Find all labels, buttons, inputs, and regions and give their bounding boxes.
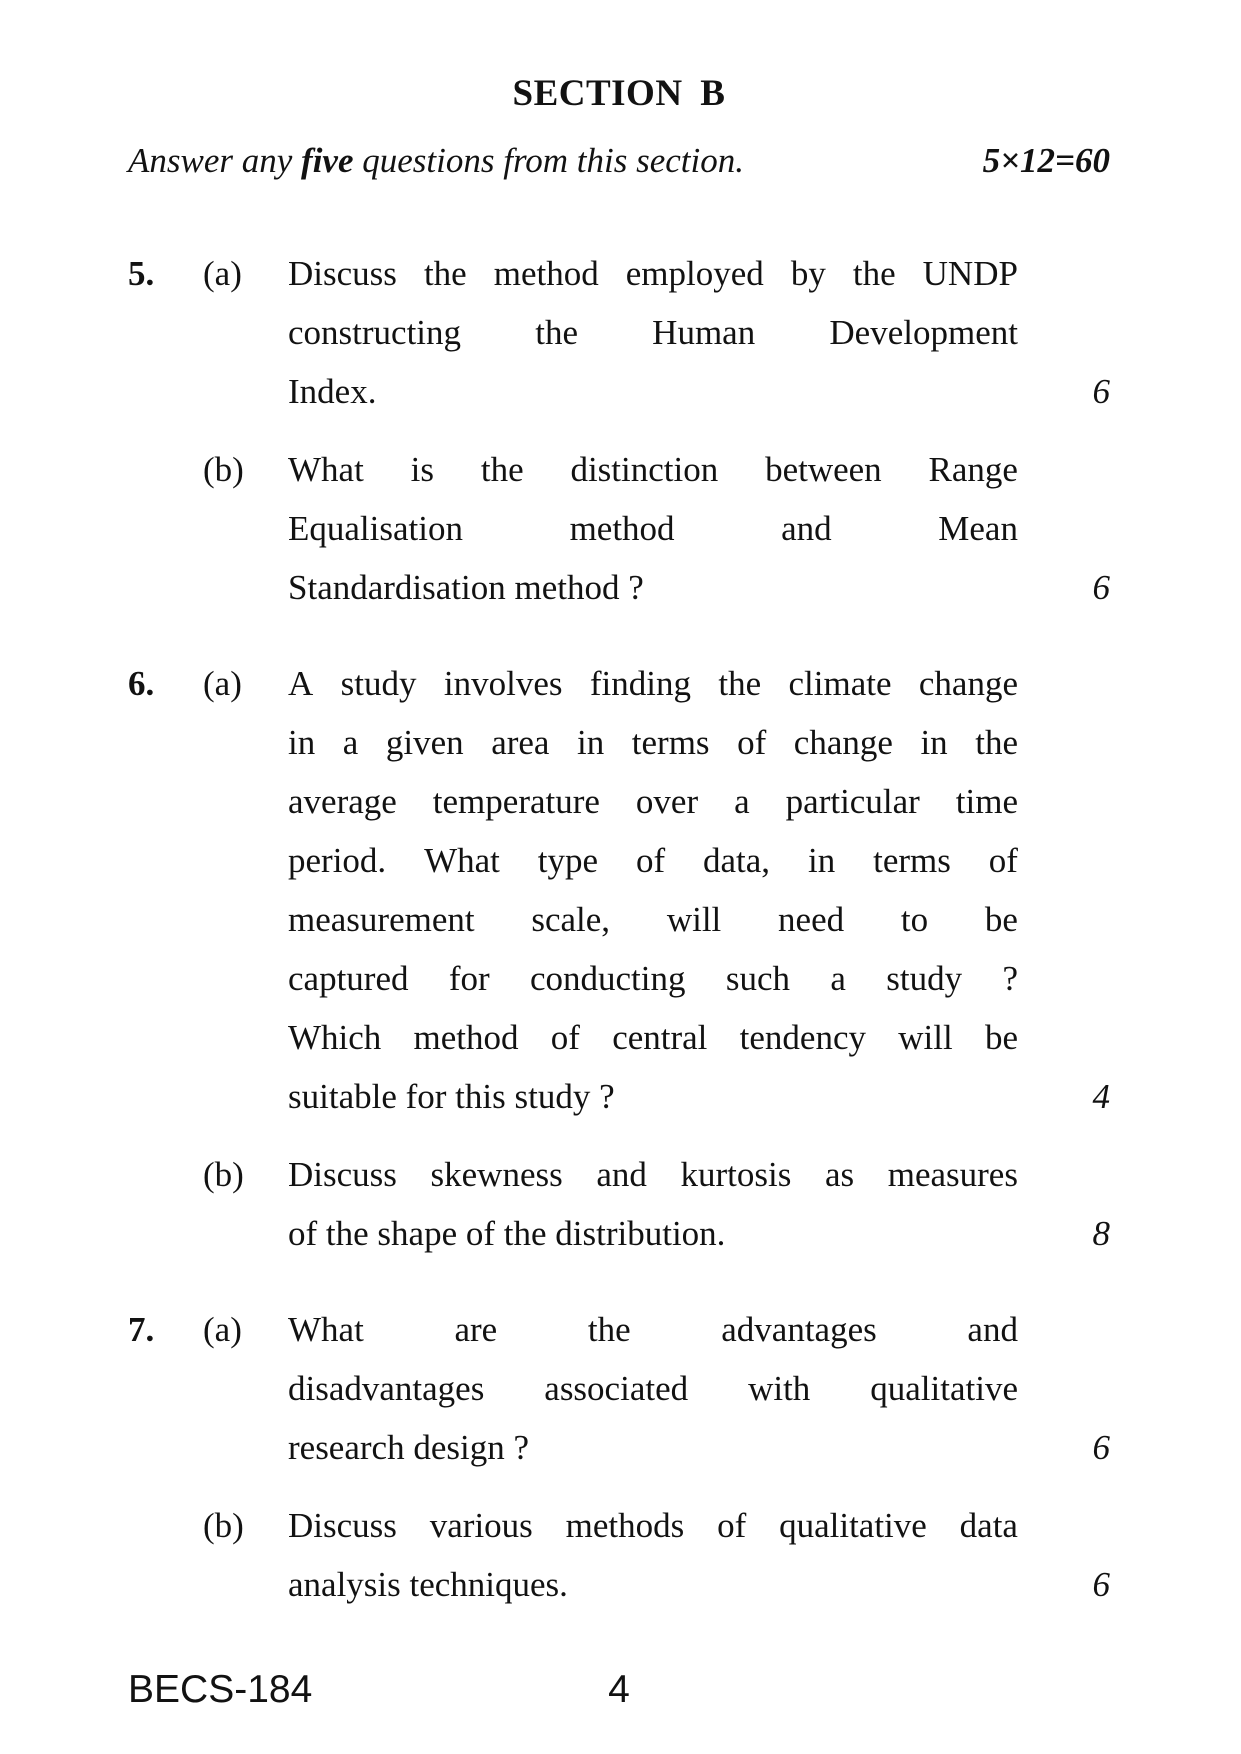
question-number: 6. <box>128 664 155 703</box>
part-marks: 6 <box>1092 568 1110 607</box>
word: climate <box>788 664 892 703</box>
questions <box>128 244 1110 1614</box>
word: to <box>900 900 929 939</box>
word: the <box>975 723 1018 762</box>
word: a <box>830 959 846 998</box>
word: the <box>718 664 762 703</box>
course-code: BECS-184 <box>128 1668 313 1711</box>
text-line <box>288 772 1018 831</box>
text-line: suitable for this study ? <box>288 1077 615 1116</box>
word: A <box>288 664 314 703</box>
instruction-emphasis: five <box>301 141 354 180</box>
page-footer <box>128 1668 1110 1712</box>
text-line <box>288 1496 1018 1555</box>
word: will <box>898 1018 953 1057</box>
word: in <box>577 723 605 762</box>
word: the <box>852 254 896 293</box>
text-line <box>288 1359 1018 1418</box>
word: be <box>984 1018 1018 1057</box>
word: will <box>666 900 722 939</box>
instruction-prefix: Answer any <box>128 141 302 180</box>
part-marks: 6 <box>1092 1428 1110 1467</box>
text-line: Index. <box>288 372 377 411</box>
word: of <box>635 841 666 880</box>
word: Range <box>928 450 1018 489</box>
word: terms <box>873 841 951 880</box>
word: advantages <box>721 1310 877 1349</box>
part-text <box>288 244 1018 421</box>
text-line <box>288 831 1018 890</box>
word: for <box>448 959 490 998</box>
question-part <box>128 1300 1110 1477</box>
word: What <box>288 450 364 489</box>
word: ? <box>1002 959 1018 998</box>
word: Development <box>829 313 1018 352</box>
question-number: 5. <box>128 254 155 293</box>
word: of <box>717 1506 747 1545</box>
text-line: research design ? <box>288 1428 529 1467</box>
word: qualitative <box>779 1506 927 1545</box>
word: associated <box>544 1369 689 1408</box>
word: method <box>569 509 675 548</box>
word: What <box>288 1310 364 1349</box>
part-letter: (b) <box>203 450 244 489</box>
text-line <box>288 499 1018 558</box>
question-number: 7. <box>128 1310 155 1349</box>
text-line <box>288 1145 1018 1204</box>
text-line: analysis techniques. <box>288 1565 568 1604</box>
word: average <box>288 782 397 821</box>
word: finding <box>589 664 691 703</box>
word: involves <box>443 664 563 703</box>
word: Discuss <box>288 1506 397 1545</box>
word: the <box>535 313 578 352</box>
word: of <box>737 723 767 762</box>
part-letter: (a) <box>203 1310 242 1349</box>
word: measurement <box>288 900 475 939</box>
part-marks: 4 <box>1092 1077 1110 1116</box>
word: is <box>410 450 434 489</box>
word: with <box>748 1369 811 1408</box>
word: as <box>824 1155 855 1194</box>
word: What <box>424 841 500 880</box>
word: Equalisation <box>288 509 463 548</box>
question-part <box>128 1496 1110 1614</box>
word: UNDP <box>922 254 1018 293</box>
word: central <box>612 1018 708 1057</box>
word: in <box>920 723 948 762</box>
word: period. <box>288 841 387 880</box>
word: and <box>596 1155 647 1194</box>
word: constructing <box>288 313 462 352</box>
word: area <box>491 723 550 762</box>
word: a <box>342 723 359 762</box>
text-line <box>288 1300 1018 1359</box>
word: of <box>550 1018 580 1057</box>
question-part <box>128 440 1110 617</box>
word: conducting <box>529 959 686 998</box>
text-line <box>288 1008 1018 1067</box>
text-line: Standardisation method ? <box>288 568 644 607</box>
text-line <box>288 713 1018 772</box>
word: change <box>793 723 893 762</box>
word: a <box>734 782 750 821</box>
word: over <box>635 782 699 821</box>
word: particular <box>785 782 920 821</box>
word: are <box>454 1310 498 1349</box>
word: method <box>413 1018 519 1057</box>
word: study <box>340 664 417 703</box>
word: Mean <box>938 509 1018 548</box>
part-marks: 6 <box>1092 1565 1110 1604</box>
question-part <box>128 1145 1110 1263</box>
word: study <box>886 959 963 998</box>
question-block <box>128 1300 1110 1614</box>
part-marks: 8 <box>1092 1214 1110 1253</box>
word: be <box>984 900 1018 939</box>
question-number <box>128 440 203 617</box>
part-letter: (a) <box>203 664 242 703</box>
word: the <box>480 450 524 489</box>
part-text <box>288 1300 1018 1477</box>
word: captured <box>288 959 409 998</box>
text-line <box>288 654 1018 713</box>
word: such <box>725 959 791 998</box>
word: measures <box>887 1155 1018 1194</box>
question-number <box>128 1145 203 1263</box>
text-line <box>288 440 1018 499</box>
instruction-suffix: questions from this section. <box>353 141 745 180</box>
part-text <box>288 654 1018 1126</box>
word: kurtosis <box>680 1155 792 1194</box>
word: qualitative <box>870 1369 1018 1408</box>
word: in <box>807 841 836 880</box>
part-letter: (a) <box>203 254 242 293</box>
question-part <box>128 654 1110 1126</box>
question-block <box>128 654 1110 1263</box>
word: various <box>429 1506 533 1545</box>
word: terms <box>631 723 710 762</box>
part-letter: (b) <box>203 1506 244 1545</box>
page-number: 4 <box>608 1668 630 1711</box>
word: temperature <box>432 782 600 821</box>
word: Discuss <box>288 1155 397 1194</box>
word: time <box>955 782 1018 821</box>
marks-formula: 5×12=60 <box>982 141 1110 180</box>
word: methods <box>565 1506 685 1545</box>
question-block <box>128 244 1110 617</box>
question-number <box>128 1496 203 1614</box>
word: of <box>988 841 1018 880</box>
word: skewness <box>430 1155 563 1194</box>
word: the <box>423 254 467 293</box>
text-line: of the shape of the distribution. <box>288 1214 726 1253</box>
word: Discuss <box>288 254 397 293</box>
part-text <box>288 440 1018 617</box>
text-line <box>288 949 1018 1008</box>
part-letter: (b) <box>203 1155 244 1194</box>
word: and <box>967 1310 1018 1349</box>
word: Which <box>288 1018 382 1057</box>
word: distinction <box>570 450 719 489</box>
question-part <box>128 244 1110 421</box>
part-text <box>288 1145 1018 1263</box>
word: between <box>765 450 882 489</box>
word: scale, <box>531 900 611 939</box>
word: method <box>493 254 599 293</box>
word: in <box>288 723 316 762</box>
part-text <box>288 1496 1018 1614</box>
word: employed <box>625 254 764 293</box>
text-line <box>288 303 1018 362</box>
text-line <box>288 890 1018 949</box>
instruction-line <box>128 131 1110 190</box>
section-title: SECTION B <box>512 73 726 114</box>
word: given <box>385 723 464 762</box>
text-line <box>288 244 1018 303</box>
word: and <box>781 509 832 548</box>
part-marks: 6 <box>1092 372 1110 411</box>
word: type <box>537 841 599 880</box>
word: the <box>587 1310 631 1349</box>
word: need <box>778 900 845 939</box>
word: disadvantages <box>288 1369 485 1408</box>
word: change <box>918 664 1018 703</box>
word: data <box>959 1506 1018 1545</box>
word: data, <box>703 841 771 880</box>
instruction-text <box>128 131 744 190</box>
word: by <box>790 254 826 293</box>
word: Human <box>652 313 756 352</box>
word: tendency <box>739 1018 866 1057</box>
